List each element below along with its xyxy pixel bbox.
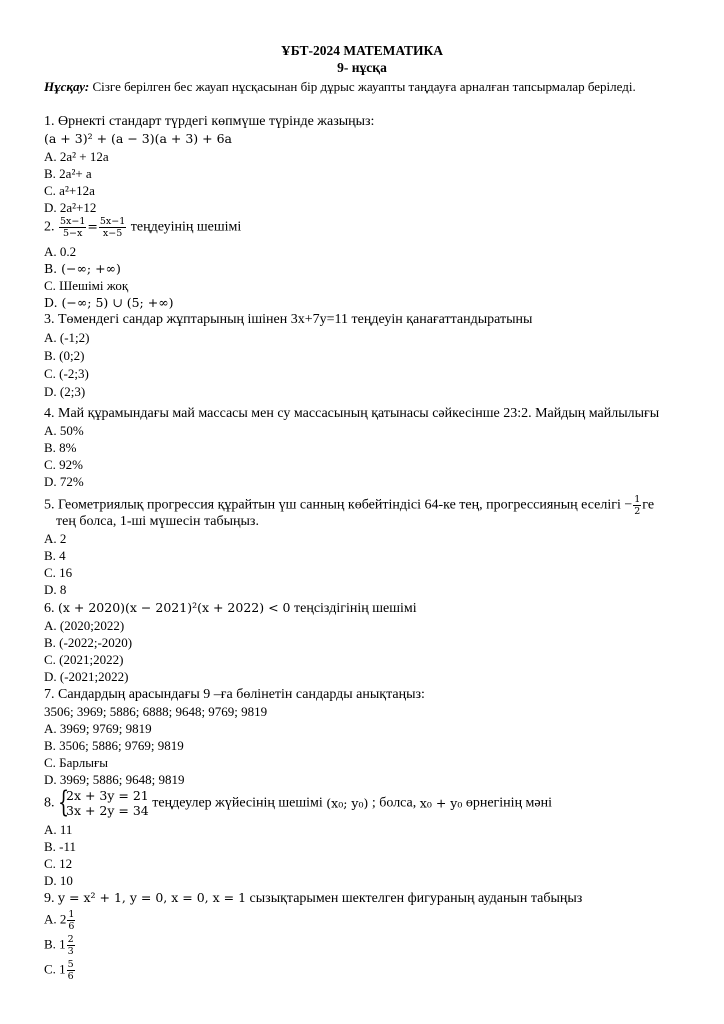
q7-option-a[interactable]: A. 3969; 9769; 9819 bbox=[44, 721, 152, 736]
q6-option-d[interactable]: D. (-2021;2022) bbox=[44, 669, 129, 684]
q6-option-c[interactable]: C. (2021;2022) bbox=[44, 652, 124, 667]
question-7-numbers: 3506; 3969; 5886; 6888; 9648; 9769; 9819 bbox=[44, 704, 268, 719]
q7-option-d[interactable]: D. 3969; 5886; 9648; 9819 bbox=[44, 772, 185, 787]
question-1: 1. Өрнекті стандарт түрдегі көпмүше түрінде жазыңыз: bbox=[44, 114, 375, 129]
brace: { bbox=[58, 785, 70, 819]
q6-option-a[interactable]: A. (2020;2022) bbox=[44, 618, 125, 633]
question-2: 2. $\frac{5x-1}{5-x}$ = $\frac{5x-1}{x-5}$ теңдеуінің шешімі bbox=[44, 216, 242, 239]
question-4: 4. Май құрамындағы май массасы мен су массасының қатынасы сәйкесінше 23:2. Майдың майлылығы bbox=[44, 406, 660, 421]
q4-option-a[interactable]: A. 50% bbox=[44, 423, 84, 438]
q4-option-d[interactable]: D. 72% bbox=[44, 474, 84, 489]
q5-option-c[interactable]: C. 16 bbox=[44, 565, 73, 580]
q8-option-d[interactable]: D. 10 bbox=[44, 873, 73, 888]
question-9: 9. y = x² + 1, y = 0, x = 0, x = 1 сызықтарымен шектелген фигураның ауданын табыңыз bbox=[44, 890, 583, 906]
q8-option-c[interactable]: C. 12 bbox=[44, 856, 73, 871]
instruction bbox=[44, 78, 680, 95]
q3-option-b[interactable]: B. (0;2) bbox=[44, 348, 85, 363]
fraction-1: $\frac{5x-1}{5-x}$ bbox=[60, 216, 86, 239]
equation-system: { 2x + 3y = 21 3x + 2y = 34 bbox=[58, 785, 149, 819]
exam-title: ҰБТ-2024 МАТЕМАТИКА bbox=[280, 43, 444, 58]
question-6: 6. (x + 2020)(x − 2021)²(x + 2022) < 0 теңсіздігінің шешімі bbox=[44, 600, 417, 616]
instruction-label: Нұсқау: bbox=[44, 79, 90, 94]
curve-equations: y = x² + 1, y = 0, x = 0, x = 1 bbox=[58, 890, 247, 905]
question-7: 7. Сандардың арасындағы 9 –ға бөлінетін сандарды анықтаңыз: bbox=[44, 687, 425, 702]
q7-option-b[interactable]: B. 3506; 5886; 9769; 9819 bbox=[44, 738, 184, 753]
q1-option-a[interactable]: A. 2a² + 12a bbox=[44, 149, 109, 164]
instruction-text: Сізге берілген бес жауап нұсқасынан бір дұрыс жауапты таңдауға арналған тапсырмалар беріледі. bbox=[89, 79, 636, 94]
q9-option-a[interactable]: A. 2 $\frac{1}{6}$ bbox=[44, 909, 75, 932]
variant-label: 9- нұсқа bbox=[337, 60, 387, 75]
q9-option-c[interactable]: C. 1 $\frac{5}{6}$ bbox=[44, 959, 74, 982]
q4-option-b[interactable]: B. 8% bbox=[44, 440, 77, 455]
q3-option-d[interactable]: D. (2;3) bbox=[44, 384, 86, 399]
q2-option-a[interactable]: A. 0.2 bbox=[44, 244, 77, 259]
q2-option-d[interactable]: D. (−∞; 5) ∪ (5; +∞) bbox=[44, 295, 174, 310]
q4-option-c[interactable]: C. 92% bbox=[44, 457, 83, 472]
question-5: 5. Геометриялық прогрессия құрайтын үш санның көбейтіндісі 64-ке тең, прогрессияның еселігі − $\frac{1}{2}$ ге bbox=[44, 494, 655, 517]
q2-option-c[interactable]: C. Шешімі жоқ bbox=[44, 278, 129, 293]
q5-option-b[interactable]: B. 4 bbox=[44, 548, 66, 563]
q3-option-a[interactable]: A. (-1;2) bbox=[44, 330, 90, 345]
question-8: 8. { 2x + 3y = 21 3x + 2y = 34 теңдеулер жүйесінің шешімі (x₀; y₀) ; болса, x₀ + y₀ өрнегінің мәні bbox=[44, 785, 553, 819]
q1-option-b[interactable]: B. 2a²+ a bbox=[44, 166, 92, 181]
q8-option-b[interactable]: B. -11 bbox=[44, 839, 77, 854]
q1-option-d[interactable]: D. 2a²+12 bbox=[44, 200, 97, 215]
question-1-expression: (a + 3)² + (a − 3)(a + 3) + 6a bbox=[44, 131, 232, 146]
q8-option-a[interactable]: A. 11 bbox=[44, 822, 73, 837]
q6-option-b[interactable]: B. (-2022;-2020) bbox=[44, 635, 133, 650]
q3-option-c[interactable]: C. (-2;3) bbox=[44, 366, 89, 381]
inequality: (x + 2020)(x − 2021)²(x + 2022) < 0 bbox=[58, 600, 291, 615]
q7-option-c[interactable]: C. Барлығы bbox=[44, 755, 109, 770]
q5-option-d[interactable]: D. 8 bbox=[44, 582, 67, 597]
fraction-2: $\frac{5x-1}{x-5}$ bbox=[99, 216, 126, 239]
ratio-fraction: $\frac{1}{2}$ bbox=[634, 494, 641, 517]
question-5-line-2: тең болса, 1-ші мүшесін табыңыз. bbox=[56, 514, 259, 529]
q5-option-a[interactable]: A. 2 bbox=[44, 531, 67, 546]
question-3: 3. Төмендегі сандар жұптарының ішінен 3x+7y=11 теңдеуін қанағаттандыратыны bbox=[44, 312, 533, 327]
q2-option-b[interactable]: B. (−∞; +∞) bbox=[44, 261, 121, 276]
q9-option-b[interactable]: B. 1 $\frac{2}{3}$ bbox=[44, 934, 74, 957]
q1-option-c[interactable]: C. a²+12a bbox=[44, 183, 95, 198]
